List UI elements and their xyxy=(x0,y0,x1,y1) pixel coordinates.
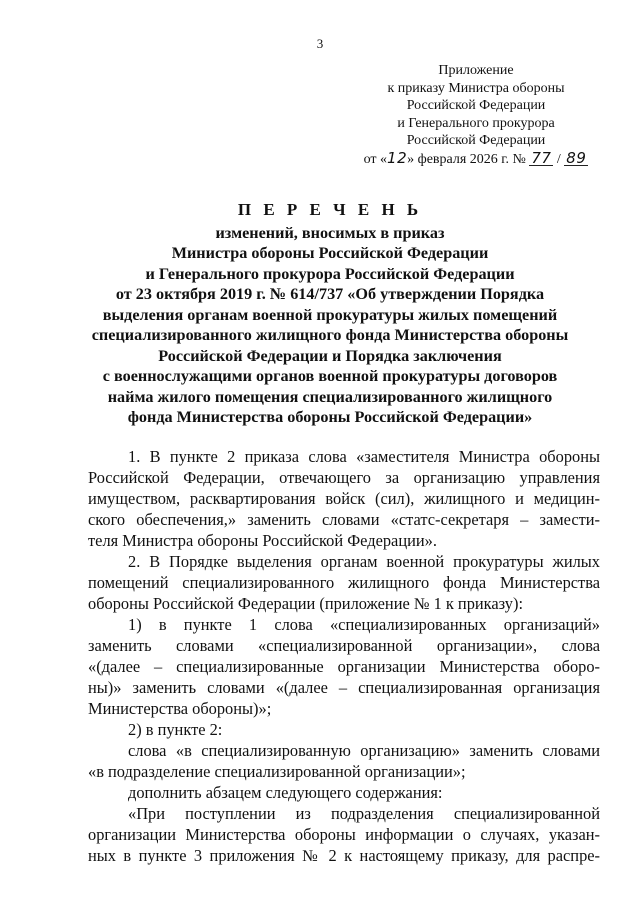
body-line: «(далее – специализированные организации Министерства оборо- xyxy=(88,657,600,676)
body-line: 2) в пункте 2: xyxy=(128,720,223,739)
body-line: Российской Федерации, отвечающего за организацию управления xyxy=(88,468,600,487)
body-line: имуществом, расквартирования войск (сил), жилищного и медицин- xyxy=(88,489,600,508)
body-line: ны)» заменить словами «(далее – специализированная организация xyxy=(88,678,600,697)
body-line: помещений специализированного жилищного фонда Министерства xyxy=(88,573,600,592)
title-line: Министра обороны Российской Федерации xyxy=(171,244,489,262)
title-line: Российской Федерации и Порядка заключения xyxy=(158,346,502,365)
title-line: найма жилого помещения специализированного жилищного xyxy=(107,387,553,406)
body-line: теля Министра обороны Российской Федерации». xyxy=(88,531,437,550)
body-line: заменить словами «специализированной организации», слова xyxy=(88,636,600,655)
body-line: 1) в пункте 1 слова «специализированных организаций» xyxy=(128,615,600,634)
document-title xyxy=(60,200,600,428)
document-body xyxy=(88,446,600,866)
order-number-part2-handwritten: 89 xyxy=(566,148,587,167)
appendix-date-line xyxy=(336,150,616,169)
body-line: ского обеспечения,» заменить словами «статс-секретаря – замести- xyxy=(88,510,600,529)
body-line: организации Министерства обороны информации о случаях, указан- xyxy=(88,825,600,844)
body-line: обороны Российской Федерации (приложение № 1 к приказу): xyxy=(88,594,523,613)
appendix-line: Приложение xyxy=(438,63,514,78)
date-day-handwritten: 12 xyxy=(387,148,408,167)
body-line: 1. В пункте 2 приказа слова «заместителя Министра обороны xyxy=(128,447,600,466)
title-line: и Генерального прокурора Российской Федерации xyxy=(145,264,515,283)
appendix-line: к приказу Министра обороны xyxy=(387,80,565,96)
body-line: дополнить абзацем следующего содержания: xyxy=(128,783,443,802)
page-number: 3 xyxy=(316,36,324,51)
title-line: с военнослужащими органов военной прокуратуры договоров xyxy=(102,367,558,385)
body-line: слова «в специализированную организацию» заменить словами xyxy=(128,741,600,760)
title-line: изменений, вносимых в приказ xyxy=(215,223,445,242)
date-middle: » февраля 2026 г. № xyxy=(407,151,526,167)
order-number-slash: / xyxy=(556,151,561,167)
appendix-block xyxy=(336,62,616,168)
appendix-line: Российской Федерации xyxy=(406,98,546,113)
appendix-line: и Генерального прокурора xyxy=(397,115,555,131)
title-line: от 23 октября 2019 г. № 614/737 «Об утверждении Порядка xyxy=(115,285,545,303)
body-line: «в подразделение специализированной организации»; xyxy=(88,762,466,781)
body-line: «При поступлении из подразделения специализированной xyxy=(128,804,600,823)
title-line: выделения органам военной прокуратуры жилых помещений xyxy=(102,305,558,324)
title-heading: П Е Р Е Ч Е Н Ь xyxy=(237,200,423,219)
title-line: фонда Министерства обороны Российской Федерации» xyxy=(127,408,533,426)
body-line: ных в пункте 3 приложения № 2 к настоящему приказу, для распре- xyxy=(88,846,600,865)
body-line: Министерства обороны)»; xyxy=(88,699,272,718)
appendix-line: Российской Федерации xyxy=(406,133,546,148)
title-line: специализированного жилищного фонда Министерства обороны xyxy=(91,326,569,344)
body-line: 2. В Порядке выделения органам военной прокуратуры жилых xyxy=(128,552,600,571)
order-number-part1-handwritten: 77 xyxy=(531,148,552,167)
date-prefix: от « xyxy=(363,151,388,167)
